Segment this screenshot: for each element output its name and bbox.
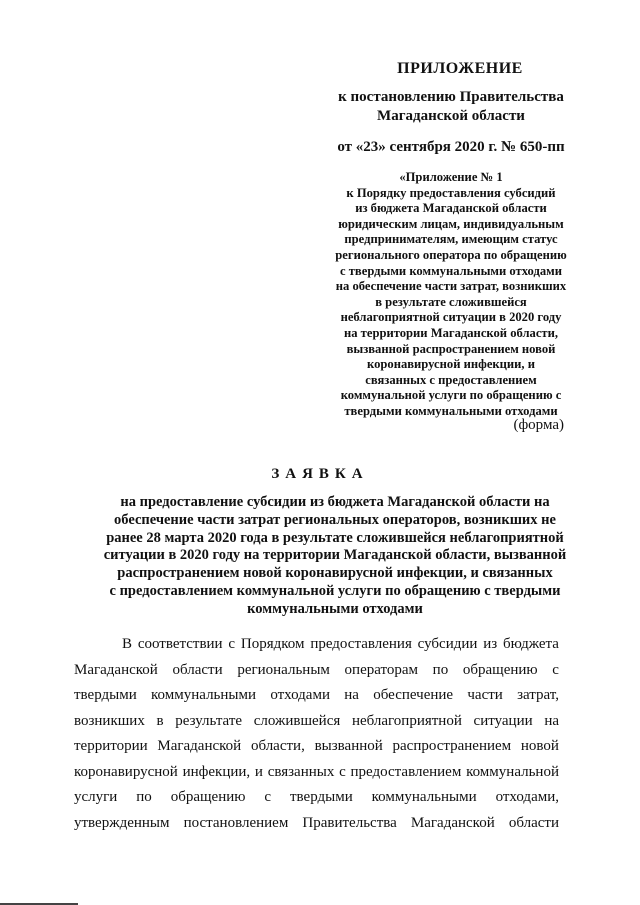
body-word: в <box>156 712 164 729</box>
body-word: области <box>508 814 559 831</box>
body-word: результате <box>175 712 243 729</box>
appendix-title: ПРИЛОЖЕНИЕ <box>397 60 523 77</box>
annex-line: регионального оператора по обращению <box>335 247 567 262</box>
form-label: (форма) <box>513 417 564 433</box>
annex-line: на территории Магаданской области, <box>343 325 559 340</box>
body-word: области, <box>250 738 305 754</box>
body-word: с <box>264 789 272 805</box>
body-word: Магаданской <box>410 814 495 831</box>
body-word: отходами <box>270 687 330 703</box>
body-line-words <box>74 760 559 786</box>
body-word: Магаданской <box>157 738 242 754</box>
decree-line: Магаданской области <box>377 108 525 124</box>
body-word: из <box>483 636 498 652</box>
body-word: Правительства <box>302 814 397 831</box>
body-word: территории <box>74 738 148 754</box>
body-line <box>74 760 559 786</box>
body-word: коммунальными <box>371 789 477 805</box>
body-line-words <box>74 709 559 735</box>
body-word: предоставления <box>310 636 412 652</box>
annex-line: к Порядку предоставления субсидий <box>346 185 556 200</box>
subtitle-line: распространением новой коронавирусной инфекции, и связанных <box>117 565 553 582</box>
annex-line: «Приложение № 1 <box>399 170 503 184</box>
subtitle-line: ситуации в 2020 году на территории Магаданской области, вызванной <box>103 547 567 564</box>
annex-line: коронавирусной инфекции, и <box>367 357 535 372</box>
body-word: с <box>339 763 346 780</box>
body-line-words <box>74 658 559 684</box>
body-word: ситуации <box>473 712 533 729</box>
body-word: бюджета <box>503 636 559 652</box>
body-word: области <box>172 661 223 678</box>
body-word: обеспечение <box>373 687 454 703</box>
body-word: части <box>467 687 503 703</box>
body-word: на <box>344 687 359 703</box>
body-line-words <box>74 734 559 760</box>
body-word: обращению <box>170 789 246 805</box>
body-word: субсидии <box>417 636 478 652</box>
annex-line: на обеспечение части затрат, возникших <box>335 279 567 294</box>
body-line <box>74 734 559 760</box>
application-heading: ЗАЯВКА <box>271 466 369 482</box>
body-line <box>74 709 559 735</box>
body-word: твердыми <box>289 789 353 805</box>
annex-line: предпринимателям, имеющим статус <box>344 232 558 247</box>
body-word: возникших <box>74 712 145 729</box>
body-word: неблагоприятной <box>351 712 462 729</box>
subtitle-line: обеспечение части затрат региональных операторов, возникших не <box>114 511 556 528</box>
annex-line: связанных с предоставлением <box>365 372 537 387</box>
body-word: отходами, <box>495 789 559 805</box>
body-word: операторам <box>344 661 419 678</box>
subtitle-line: с предоставлением коммунальной услуги по обращению с твердыми <box>109 582 561 599</box>
annex-line: юридическим лицам, индивидуальным <box>338 216 564 231</box>
annex-reference <box>320 170 582 420</box>
annex-line: неблагоприятной ситуации в 2020 году <box>340 310 562 325</box>
body-word: предоставлением <box>350 763 462 780</box>
body-word: коммунальной <box>466 763 559 780</box>
application-subtitle <box>70 494 600 619</box>
body-word: твердыми <box>74 687 137 703</box>
body-word: с <box>228 636 236 652</box>
subtitle-line: коммунальными отходами <box>247 600 423 617</box>
body-word: обращению <box>462 661 538 678</box>
body-line-words <box>74 785 559 811</box>
body-word: В <box>122 636 133 652</box>
annex-line: коммунальной услуги по обращению с <box>340 388 562 403</box>
body-word: региональным <box>237 661 330 678</box>
body-word: и <box>254 763 263 780</box>
body-word: коммунальными <box>151 687 257 703</box>
annex-line: из бюджета Магаданской области <box>355 201 547 216</box>
body-line-words <box>74 632 559 658</box>
body-line <box>74 785 559 811</box>
body-line-words <box>74 811 559 837</box>
body-word: связанных <box>267 763 335 780</box>
subtitle-line: на предоставление субсидии из бюджета Магаданской области на <box>120 494 550 510</box>
body-word: распространением <box>392 738 512 754</box>
decree-line: к постановлению Правительства <box>338 89 564 105</box>
body-line <box>74 632 559 658</box>
body-word: с <box>552 661 559 678</box>
body-word: Порядком <box>240 636 305 652</box>
annex-line: вызванной распространением новой <box>346 341 556 356</box>
body-word: затрат, <box>517 687 559 703</box>
body-line <box>74 811 559 837</box>
body-word: по <box>432 661 449 678</box>
body-word: услуги <box>74 789 118 805</box>
body-word: коронавирусной <box>74 763 178 780</box>
body-line <box>74 683 559 709</box>
body-word: соответствии <box>137 636 223 652</box>
body-word: новой <box>520 738 559 754</box>
subtitle-line: ранее 28 марта 2020 года в результате сложившейся неблагоприятной <box>106 529 564 546</box>
annex-line: твердыми коммунальными отходами <box>344 403 558 418</box>
annex-line: с твердыми коммунальными отходами <box>340 263 562 278</box>
decree-date: от «23» сентября 2020 г. № 650-пп <box>337 139 565 155</box>
body-word: Магаданской <box>74 661 158 678</box>
body-word: постановлением <box>183 814 289 831</box>
application-body <box>74 632 559 836</box>
annex-line: в результате сложившейся <box>375 294 527 309</box>
body-word: по <box>136 789 152 805</box>
body-line <box>74 658 559 684</box>
body-line-words <box>74 683 559 709</box>
body-word: вызванной <box>314 738 383 754</box>
body-word: утвержденным <box>74 814 170 831</box>
decree-reference <box>320 88 582 126</box>
body-word: инфекции, <box>182 763 251 780</box>
body-word: сложившейся <box>253 712 341 729</box>
body-word: на <box>544 712 559 729</box>
